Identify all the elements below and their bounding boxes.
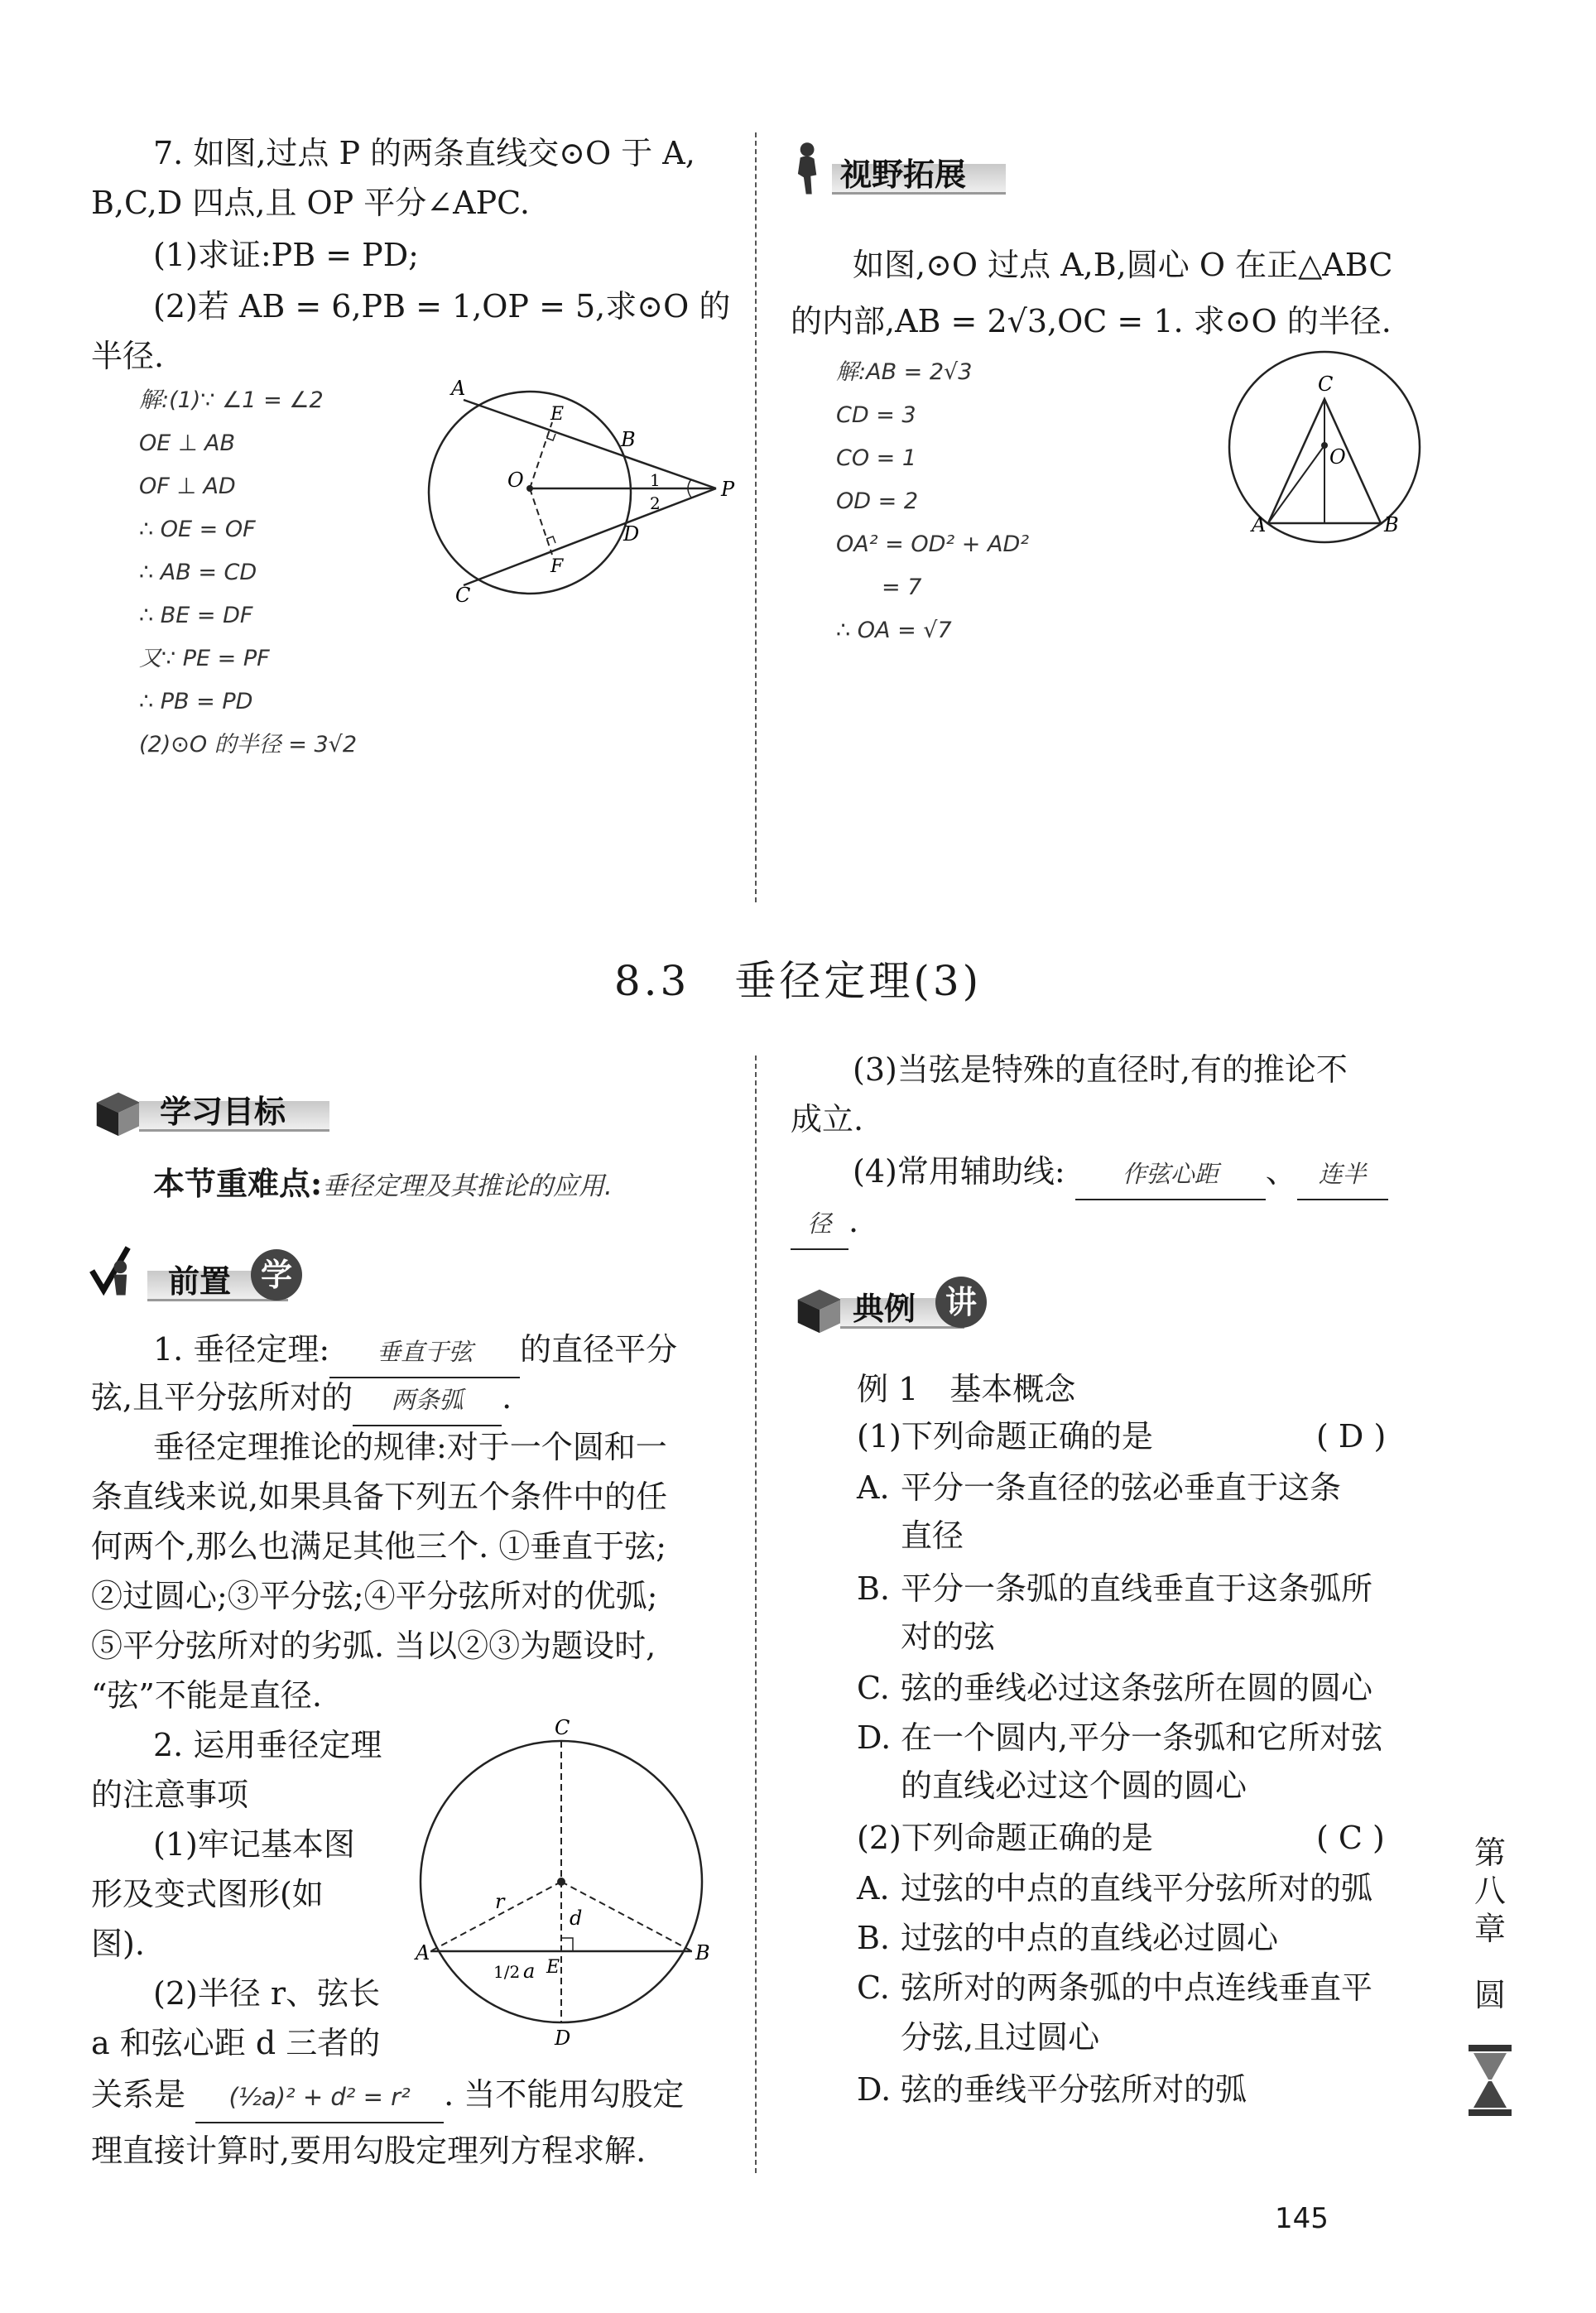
relation-line2: 理直接计算时,要用勾股定理列方程求解. (91, 2133, 647, 2169)
label-d: D (555, 2027, 571, 2050)
banner-examples (791, 1282, 1039, 1326)
item1-text-c: 弦,且平分弦所对的 (91, 1379, 353, 1416)
sub2-line: a 和弦心距 d 三者的 (91, 2025, 381, 2061)
horizon-problem-line1: 如图,⊙O 过点 A,B,圆心 O 在正△ABC (853, 247, 1393, 283)
solution-line: ∴ AB = CD (139, 560, 257, 585)
key-points (153, 1159, 613, 1211)
horizon-problem-line2: 的内部,AB = 2√3,OC = 1. 求⊙O 的半径. (791, 303, 1392, 339)
check-figure-icon (89, 1242, 147, 1300)
label-f: F (550, 556, 564, 577)
solution-line: ∴ PB = PD (139, 689, 253, 714)
fill-blank-aux1: 作弦心距 (1075, 1149, 1266, 1200)
item1-text-b: 的直径平分 (520, 1331, 678, 1368)
q7-line-of (530, 488, 552, 555)
q1-option-b-letter: B. (857, 1570, 891, 1607)
center-dot (1321, 442, 1328, 449)
horizon-figure (1217, 348, 1440, 546)
label-angle-1: 1 (650, 470, 661, 490)
banner-badge: 学 (251, 1249, 302, 1301)
solution-line: ∴ OE = OF (139, 517, 256, 542)
note4-label: (4)常用辅助线: (853, 1153, 1065, 1190)
solution-line: 解:(1)∵ ∠1 = ∠2 (139, 387, 324, 413)
note3-line2: 成立. (791, 1101, 864, 1137)
label-o: O (507, 469, 524, 492)
q1-option-d-letter: D. (857, 1719, 892, 1756)
chapter-char: 第 (1473, 1835, 1506, 1871)
label-b: B (621, 428, 636, 451)
label-e: E (546, 1957, 560, 1978)
banner-title: 典例 (853, 1291, 916, 1327)
label-half: 1/2 (493, 1962, 521, 1982)
note4-line2 (791, 1196, 858, 1250)
note4-end: . (848, 1203, 859, 1239)
solution-line: OE ⊥ AB (139, 430, 235, 456)
q2-option-d-letter: D. (857, 2071, 892, 2108)
q7-figure (418, 377, 749, 613)
label-d-distance: d (570, 1907, 583, 1930)
label-o: O (1329, 445, 1346, 469)
label-c: C (1318, 373, 1334, 396)
q2-option-c-text: 弦所对的两条弧的中点连线垂直平 (901, 1969, 1373, 2006)
solution-line: = 7 (882, 575, 922, 600)
label-a: A (451, 377, 466, 400)
label-e: E (550, 404, 565, 425)
item1-line1 (153, 1325, 677, 1378)
sub1-line: (1)牢记基本图 (153, 1826, 355, 1863)
line-oa (1268, 445, 1324, 523)
q7-sub1: (1)求证:PB = PD; (153, 237, 419, 273)
label-b: B (695, 1941, 710, 1964)
q1-option-b-text2: 对的弦 (901, 1618, 996, 1655)
right-angle-e (561, 1938, 573, 1951)
solution-line: OD = 2 (836, 488, 919, 514)
chapter-char: 八 (1473, 1873, 1506, 1909)
label-b: B (1384, 513, 1399, 536)
key-points-text: 垂径定理及其推论的应用. (322, 1171, 613, 1201)
fill-blank-2: 两条弧 (353, 1375, 502, 1426)
paragraph-line: 何两个,那么也满足其他三个. ①垂直于弦; (91, 1528, 667, 1565)
solution-line: OA² = OD² + AD² (836, 531, 1030, 557)
paragraph-line: 垂径定理推论的规律:对于一个圆和一 (153, 1429, 667, 1465)
solution-line: CD = 3 (836, 402, 916, 428)
solution-line: OF ⊥ AD (139, 474, 236, 499)
fill-blank-1: 垂直于弦 (329, 1327, 520, 1378)
relation-fill: (½a)² + d² = r² (195, 2072, 444, 2123)
fill-blank-aux2-cont: 径 (791, 1199, 848, 1250)
label-a: A (416, 1941, 430, 1964)
q2-answer: ( C ) (1316, 1820, 1385, 1856)
sub2-line: (2)半径 r、弦长 (153, 1975, 381, 2012)
q7-line-cp (464, 488, 716, 585)
item1-text-d: . (502, 1379, 512, 1416)
paragraph-line: ⑤平分弦所对的劣弧. 当以②③为题设时, (91, 1628, 656, 1664)
q2-option-b-text: 过弦的中点的直线必过圆心 (901, 1920, 1279, 1956)
q2-option-c-text2: 分弦,且过圆心 (901, 2019, 1100, 2056)
banner-badge: 讲 (935, 1277, 987, 1328)
banner-horizon (782, 147, 1006, 192)
paragraph-line: “弦”不能是直径. (91, 1677, 322, 1714)
theorem-paragraph (91, 1422, 745, 1720)
q7-line2: B,C,D 四点,且 OP 平分∠APC. (91, 185, 530, 221)
note3-line1: (3)当弦是特殊的直径时,有的推论不 (853, 1051, 1348, 1088)
paragraph-line: ②过圆心;③平分弦;④平分弦所对的优弧; (91, 1578, 658, 1614)
item1-text-a: 1. 垂径定理: (153, 1331, 330, 1368)
q2-option-c-letter: C. (857, 1969, 890, 2006)
fill-blank-aux2: 连半 (1297, 1149, 1388, 1200)
column-divider-bottom (755, 1056, 757, 2173)
label-p: P (721, 478, 735, 501)
solution-line: CO = 1 (836, 445, 917, 471)
item2-line: 的注意事项 (91, 1777, 249, 1813)
solution-line: 解:AB = 2√3 (836, 359, 973, 385)
banner-preview (89, 1254, 338, 1299)
item2 (91, 1720, 382, 2068)
label-a: A (1252, 513, 1267, 536)
page-number: 145 (1275, 2202, 1329, 2235)
label-c: C (555, 1716, 570, 1739)
q2-stem: (2)下列命题正确的是 (857, 1820, 1153, 1856)
chapter-char: 圆 (1473, 1977, 1506, 2013)
q1-option-a-text2: 直径 (901, 1517, 964, 1554)
q1-option-c-letter: C. (857, 1670, 890, 1706)
hourglass-icon (1465, 2043, 1515, 2118)
center-dot (557, 1878, 565, 1886)
item2-line: 2. 运用垂径定理 (153, 1727, 382, 1763)
q2-option-d-text: 弦的垂线平分弦所对的弧 (901, 2071, 1247, 2108)
paragraph-line: 条直线来说,如果具备下列五个条件中的任 (91, 1479, 668, 1515)
horizon-solution (836, 351, 1029, 652)
q1-stem: (1)下列命题正确的是 (857, 1418, 1153, 1455)
q1-option-d-text2: 的直线必过这个圆的圆心 (901, 1767, 1247, 1804)
q2-option-a-text: 过弦的中点的直线平分弦所对的弧 (901, 1870, 1373, 1907)
note4-line1 (853, 1147, 1388, 1200)
relation-line (91, 2070, 684, 2123)
label-a-length: a (523, 1960, 536, 1983)
q1-option-b-text: 平分一条弧的直线垂直于这条弧所 (901, 1570, 1373, 1607)
solution-line: (2)⊙O 的半径 = 3√2 (139, 732, 358, 757)
sub1-line: 图). (91, 1926, 145, 1962)
q7-sub2-line1: (2)若 AB = 6,PB = 1,OP = 5,求⊙O 的 (153, 288, 731, 325)
relation-text-b: . 当不能用勾股定 (444, 2076, 685, 2113)
q7-center-dot (526, 485, 533, 492)
q7-solution (139, 379, 357, 767)
banner-title: 视野拓展 (840, 156, 967, 193)
q1-option-c-text: 弦的垂线必过这条弦所在圆的圆心 (901, 1670, 1373, 1706)
chapter-char: 章 (1473, 1911, 1506, 1947)
example-title: 例 1 基本概念 (857, 1371, 1076, 1407)
label-r: r (495, 1890, 505, 1913)
chapter-sidebar (1464, 1834, 1517, 2014)
q1-option-d-text: 在一个圆内,平分一条弧和它所对弦 (901, 1719, 1383, 1756)
banner-title: 前置 (168, 1263, 232, 1300)
sub1-line: 形及变式图形(如 (91, 1876, 324, 1912)
relation-text-a: 关系是 (91, 2076, 186, 2113)
q7-line-oe (530, 422, 552, 488)
solution-line: ∴ OA = √7 (836, 618, 952, 643)
label-angle-2: 2 (650, 493, 661, 513)
banner-title: 学习目标 (160, 1094, 286, 1130)
section-title: 8.3 垂径定理(3) (613, 957, 983, 1005)
label-c: C (455, 584, 471, 607)
label-d: D (623, 522, 640, 546)
banner-learning-goals (89, 1084, 338, 1129)
q7-line1: 7. 如图,过点 P 的两条直线交⊙O 于 A, (153, 135, 695, 171)
q2-option-a-letter: A. (857, 1870, 890, 1907)
q2-option-b-letter: B. (857, 1920, 891, 1956)
q1-answer: ( D ) (1316, 1418, 1387, 1455)
key-points-label: 本节重难点: (153, 1165, 323, 1202)
q1-option-a-text: 平分一条直径的弦必垂直于这条 (901, 1469, 1342, 1506)
chord-figure (414, 1710, 712, 2057)
q7-circle (429, 392, 631, 594)
q7-line-ap (464, 400, 716, 488)
q7-sub2-line2: 半径. (91, 338, 165, 374)
item1-line2 (91, 1373, 512, 1426)
solution-line: ∴ BE = DF (139, 603, 253, 628)
solution-line: 又∵ PE = PF (139, 646, 270, 671)
note4-separator: 、 (1265, 1153, 1297, 1190)
q1-option-a-letter: A. (857, 1469, 890, 1506)
column-divider-top (755, 132, 757, 902)
